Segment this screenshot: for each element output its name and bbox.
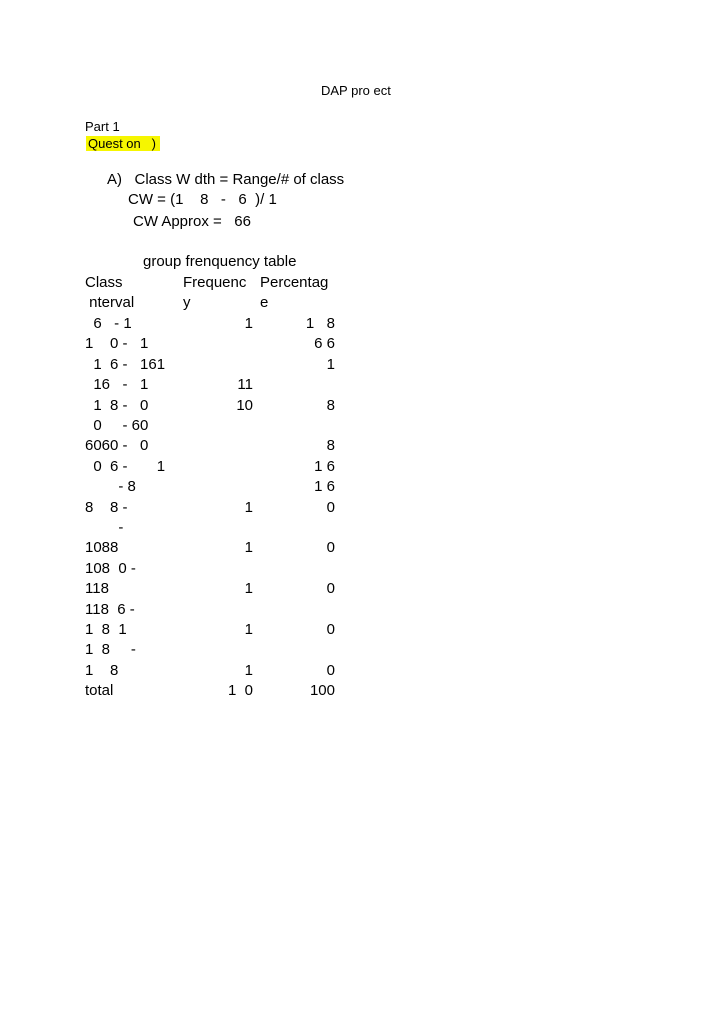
class-interval-cell: 6 - 1 [85, 315, 132, 332]
part-label: Part 1 [85, 119, 120, 134]
frequency-cell: 10 [236, 397, 253, 414]
percentage-cell: 0 [326, 662, 335, 679]
question-label-highlighted: Quest on ) [86, 136, 160, 151]
header-class-line2: nterval [85, 294, 135, 311]
class-interval-cell: 1088 [85, 539, 119, 556]
class-width-formula: A) Class W dth = Range/# of class [107, 171, 345, 188]
class-interval-cell: 1 8 - 0 [85, 397, 149, 414]
header-frequency-line2: y [183, 294, 191, 311]
percentage-cell: 1 [326, 356, 335, 373]
percentage-cell: 8 [326, 437, 335, 454]
class-interval-cell: 1 0 - 1 [85, 335, 149, 352]
frequency-cell: 11 [237, 376, 253, 393]
class-interval-cell: 1 6 - 161 [85, 356, 166, 373]
class-interval-cell: 16 - 1 [85, 376, 149, 393]
percentage-cell: 0 [326, 580, 335, 597]
table-title: group frenquency table [143, 253, 297, 270]
percentage-cell: 1 6 [314, 458, 335, 475]
class-interval-cell: 0 - 60 [85, 417, 149, 434]
class-interval-cell: 118 [85, 580, 109, 597]
frequency-cell: 1 [244, 499, 253, 516]
class-interval-cell: 1 8 [85, 662, 119, 679]
class-interval-cell: 1 8 1 [85, 621, 127, 638]
class-interval-cell: - [85, 519, 124, 536]
percentage-cell: 0 [326, 621, 335, 638]
header-percentage-line1: Percentag [260, 274, 329, 291]
class-interval-cell: 1 8 - [85, 641, 136, 658]
header-frequency-line1: Frequenc [183, 274, 247, 291]
frequency-cell: 1 [244, 662, 253, 679]
class-width-calculation: CW = (1 8 - 6 )/ 1 [128, 191, 277, 208]
class-interval-cell: 108 0 - [85, 560, 136, 577]
percentage-cell: 6 6 [314, 335, 335, 352]
percentage-cell: 1 8 [305, 315, 335, 332]
class-width-approx: CW Approx = 66 [133, 213, 251, 230]
document-title: DAP pro ect [321, 83, 391, 98]
percentage-cell: 1 6 [314, 478, 335, 495]
class-interval-cell: total [85, 682, 114, 699]
class-interval-cell: 0 6 - 1 [85, 458, 166, 475]
frequency-cell: 1 [244, 621, 253, 638]
frequency-cell: 1 [244, 315, 253, 332]
percentage-cell: 8 [326, 397, 335, 414]
percentage-cell: 0 [326, 539, 335, 556]
frequency-cell: 1 [244, 580, 253, 597]
percentage-cell: 100 [309, 682, 335, 699]
header-class-line1: Class [85, 274, 123, 291]
class-interval-cell: 6060 - 0 [85, 437, 149, 454]
frequency-cell: 1 [244, 539, 253, 556]
frequency-cell: 1 0 [227, 682, 253, 699]
header-percentage-line2: e [260, 294, 269, 311]
class-interval-cell: 118 6 - [85, 601, 135, 618]
class-interval-cell: - 8 [85, 478, 136, 495]
class-interval-cell: 8 8 - [85, 499, 128, 516]
percentage-cell: 0 [326, 499, 335, 516]
